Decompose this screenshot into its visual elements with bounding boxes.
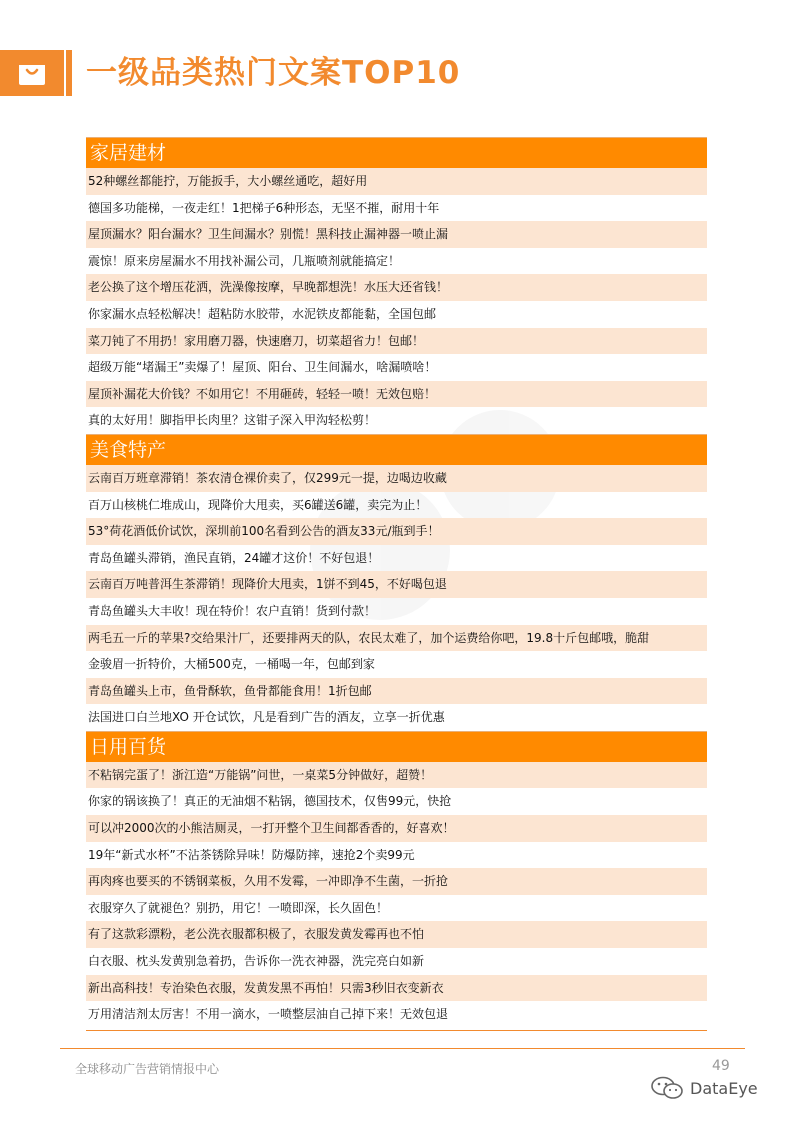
table-row: 云南百万班章滞销！茶农清仓裸价卖了，仅299元一提，边喝边收藏 [86, 465, 707, 492]
table-row: 百万山核桃仁堆成山，现降价大甩卖，买6罐送6罐，卖完为止！ [88, 497, 428, 512]
table-row: 你家的锅该换了！真正的无油烟不粘锅，德国技术，仅售99元，快抢 [88, 794, 452, 809]
table-row: 可以冲2000次的小熊洁厕灵，一打开整个卫生间都香香的，好喜欢！ [86, 815, 707, 842]
page-number: 49 [712, 1058, 730, 1074]
table-row: 不粘锅完蛋了！浙江造“万能锅”问世，一桌菜5分钟做好，超赞！ [86, 762, 707, 789]
table-row: 青岛鱼罐头大丰收！现在特价！农户直销！货到付款！ [88, 603, 377, 618]
table-row: 金骏眉一折特价，大桶500克，一桶喝一年，包邮到家 [88, 657, 375, 672]
table-row: 两毛五一斤的苹果?交给果汁厂，还要排两天的队，农民太难了，加个运费给你吧，19.8十斤包邮哦，脆甜 [86, 625, 707, 652]
footer-source: 全球移动广告营销情报中心 [75, 1062, 220, 1076]
copy-table [86, 137, 707, 1031]
table-row: 菜刀钝了不用扔！家用磨刀器，快速磨刀，切菜超省力！包邮！ [86, 328, 707, 355]
table-row: 衣服穿久了就褪色？别扔，用它！一喷即深，长久固色！ [88, 900, 389, 915]
table-row: 白衣服、枕头发黄别急着扔，告诉你一洗衣神器，洗完亮白如新 [88, 954, 425, 969]
table-row: 屋顶补漏花大价钱？不如用它！不用砸砖，轻轻一喷！无效包赔！ [86, 381, 707, 408]
table-row: 法国进口白兰地XO 开仓试饮，凡是看到广告的酒友，立享一折优惠 [88, 710, 445, 725]
page-title: 一级品类热门文案TOP10 [86, 55, 461, 91]
table-row: 真的太好用！脚指甲长肉里？这钳子深入甲沟轻松剪！ [88, 413, 377, 428]
shopping-bag-icon [16, 59, 48, 87]
table-row: 青岛鱼罐头滞销，渔民直销，24罐才这价！不好包退！ [88, 550, 380, 565]
table-row: 云南百万吨普洱生茶滞销！现降价大甩卖，1饼不到45，不好喝包退 [86, 571, 707, 598]
table-row: 有了这款彩漂粉，老公洗衣服都积极了，衣服发黄发霉再也不怕 [86, 921, 707, 948]
table-row: 52种螺丝都能拧，万能扳手，大小螺丝通吃，超好用 [86, 168, 707, 195]
table-row: 你家漏水点轻松解决！超粘防水胶带，水泥铁皮都能黏，全国包邮 [88, 306, 437, 321]
brand-name: DataEye [690, 1078, 758, 1098]
table-row: 再肉疼也要买的不锈钢菜板，久用不发霉，一冲即净不生菌，一折抢 [86, 868, 707, 895]
table-row: 53°荷花酒低价试饮，深圳前100名看到公告的酒友33元/瓶到手！ [86, 518, 707, 545]
table-row: 德国多功能梯，一夜走红！1把梯子6种形态，无坚不摧，耐用十年 [88, 200, 440, 215]
wechat-icon [650, 1076, 684, 1100]
footer-divider [60, 1048, 745, 1049]
table-row: 新出高科技！专治染色衣服，发黄发黑不再怕！只需3秒旧衣变新衣 [86, 975, 707, 1002]
section-header: 日用百货 [86, 731, 707, 762]
table-row: 万用清洁剂太厉害！不用一滴水，一喷整层油自己掉下来！无效包退 [88, 1007, 449, 1022]
table-row: 19年“新式水杯”不沾茶锈除异味！防爆防摔，速抢2个卖99元 [88, 847, 415, 862]
table-row: 青岛鱼罐头上市，鱼骨酥软，鱼骨都能食用！1折包邮 [86, 678, 707, 705]
brand [650, 1076, 758, 1100]
table-row: 震惊！原来房屋漏水不用找补漏公司，几瓶喷剂就能搞定！ [88, 253, 401, 268]
section-header: 美食特产 [86, 434, 707, 465]
table-row: 老公换了这个增压花洒，洗澡像按摩，早晚都想洗！水压大还省钱！ [86, 274, 707, 301]
table-bottom-line [86, 1030, 707, 1031]
header-accent-bar [66, 50, 72, 96]
table-row: 屋顶漏水？阳台漏水？卫生间漏水？别慌！黑科技止漏神器一喷止漏 [86, 221, 707, 248]
table-row: 超级万能“堵漏王”卖爆了！屋顶、阳台、卫生间漏水，啥漏喷啥！ [88, 360, 437, 375]
section-header: 家居建材 [86, 137, 707, 168]
header-icon-box [0, 50, 64, 96]
